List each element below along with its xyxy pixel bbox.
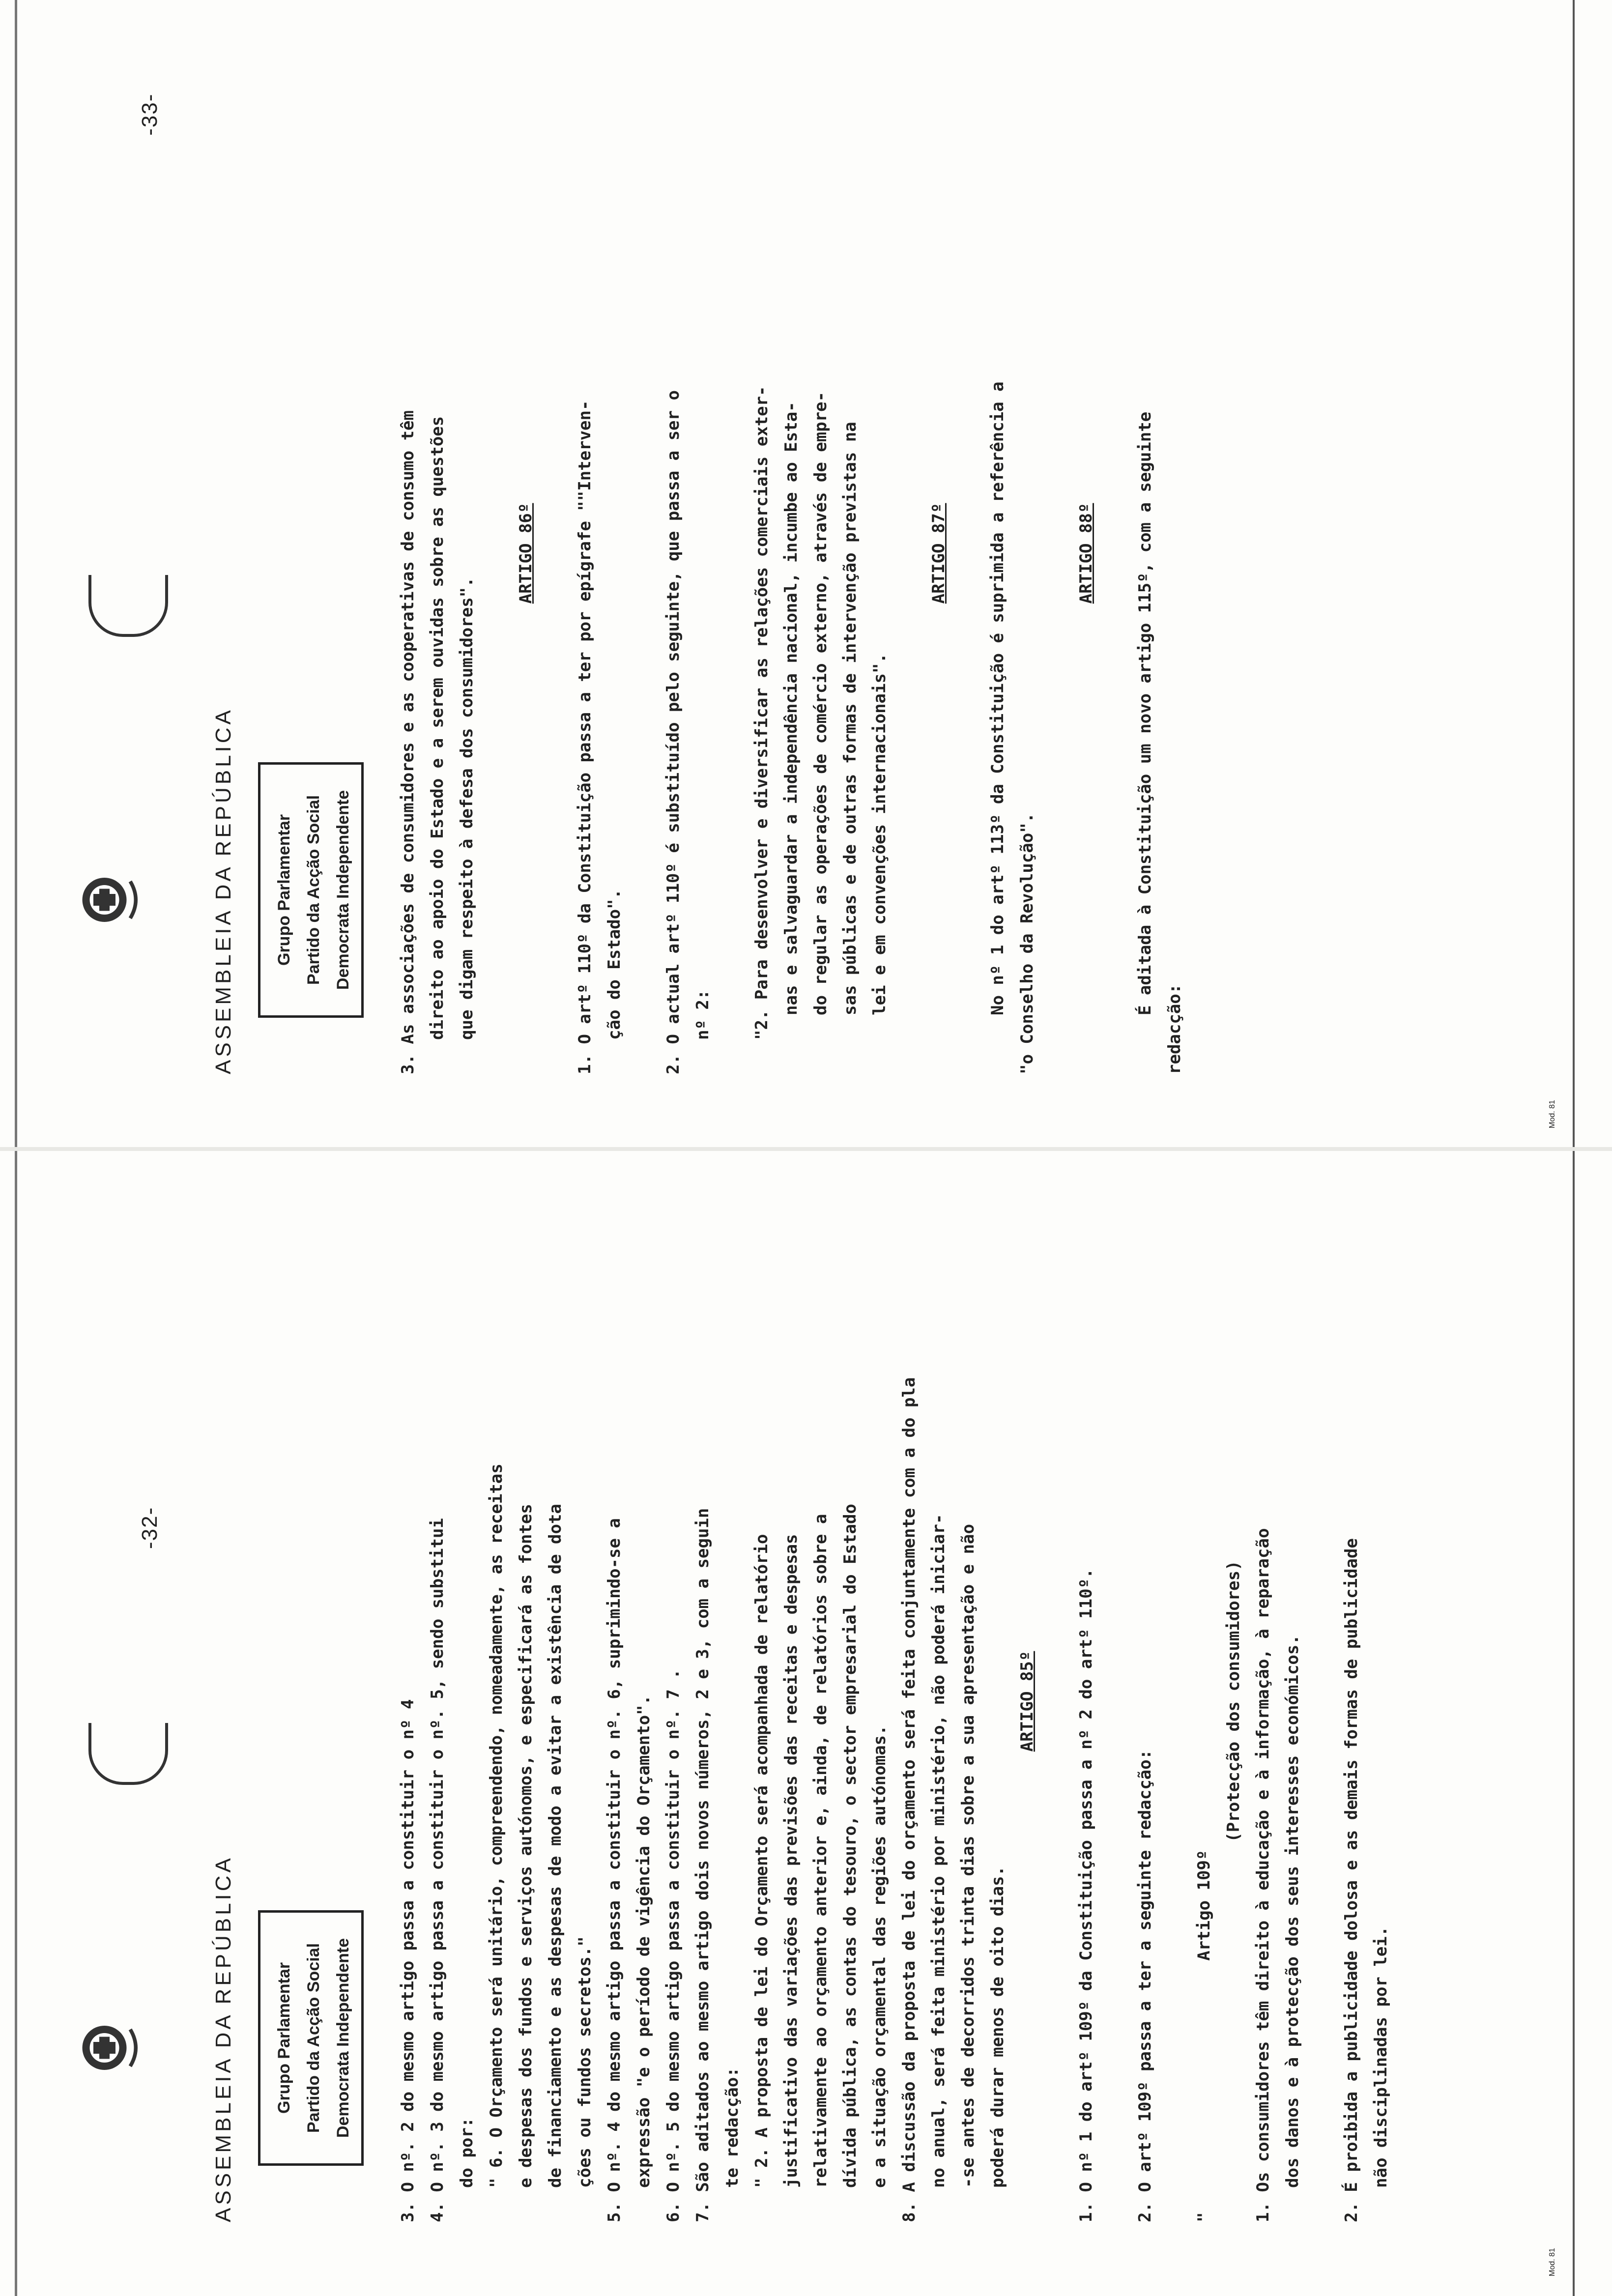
- text-line: [1101, 1180, 1130, 2222]
- text-line: 5. O nº. 4 do mesmo artigo passa a constituir o nº. 6, suprimindo-se a: [604, 1518, 624, 2222]
- text-line: que digam respeito à defesa dos consumidores".: [457, 577, 477, 1040]
- text-line: "2. Para desenvolver e diversificar as relações comerciais exter-: [752, 386, 772, 1040]
- text-line: justificativo das variações das previsões das receitas e despesas: [781, 1534, 801, 2188]
- text-line: expressão "e o período de vigência do Orçamento".: [634, 1694, 654, 2188]
- text-line: [629, 32, 659, 1074]
- group-line: Grupo Parlamentar: [275, 1962, 293, 2114]
- text-line: ções ou fundos secretos.": [575, 1936, 595, 2188]
- page-left: [0, 1148, 1612, 2296]
- text-line: ARTIGO 85º: [1017, 1651, 1037, 1752]
- text-line: [953, 32, 983, 1074]
- text-line: [482, 32, 511, 1074]
- text-line: e despesas dos fundos e serviços autónomos, e especificará as fontes: [516, 1504, 536, 2188]
- text-line: 3. O nº. 2 do mesmo artigo passa a constituir o nº 4: [398, 1699, 418, 2222]
- text-line: 1. Os consumidores têm direito à educação e à informação, à reparação: [1253, 1528, 1273, 2222]
- text-line: relativamente ao orçamento anterior e, ainda, de relatórios sobre a: [811, 1514, 831, 2188]
- group-line: Democrata Independente: [334, 790, 352, 990]
- text-line: "o Conselho da Revolução".: [1017, 812, 1037, 1074]
- text-line: nº 2:: [693, 989, 713, 1040]
- parliamentary-group-box: [258, 1910, 364, 2166]
- text-line: 2. O actual artº 110º é substituído pelo seguinte, que passa a ser o: [663, 390, 683, 1074]
- text-line: ARTIGO 88º: [1076, 503, 1096, 604]
- text-line: 6. O nº. 5 do mesmo artigo passa a constituir o nº. 7 .: [663, 1669, 683, 2222]
- text-line: e a situação orçamental das regiões autónomas.: [870, 1725, 890, 2188]
- text-line: sas públicas e de outras formas de intervenção previstas na: [840, 422, 860, 1015]
- text-line: " Artigo 109º: [1194, 1850, 1214, 2222]
- text-line: dívida pública, as contas do tesouro, o sector empresarial do Estado: [840, 1504, 860, 2188]
- text-line: ARTIGO 87º: [929, 503, 949, 604]
- text-line: 1. O artº 110º da Constituição passa a ter por epígrafe ""Interven-: [575, 400, 595, 1074]
- text-line: É aditada à Constituição um novo artigo 115º, com a seguinte: [1135, 411, 1155, 1015]
- text-line: lei e em convenções internacionais".: [870, 653, 890, 1015]
- crest-icon: [71, 2011, 145, 2085]
- text-line: ARTIGO 86º: [516, 503, 536, 604]
- text-line: [894, 32, 924, 1074]
- text-line: 2. O artº 109º passa a ter a seguinte redacção:: [1135, 1749, 1155, 2222]
- page-number: -32-: [138, 1506, 162, 1549]
- assembly-name: ASSEMBLEIA DA REPÚBLICA: [211, 707, 235, 1074]
- text-line: do regular as operações de comércio externo, através de empre-: [811, 391, 831, 1015]
- group-line: Partido da Acção Social: [304, 795, 323, 985]
- text-line: [541, 32, 570, 1074]
- crest-icon: [71, 863, 145, 937]
- text-line: do por:: [457, 2117, 477, 2188]
- text-line: no anual, será feita ministério por ministério, não poderá iniciar-: [929, 1514, 949, 2188]
- text-line: ção do Estado".: [604, 889, 624, 1040]
- text-line: [1160, 1180, 1189, 2222]
- text-line: de financiamento e as despesas de modo a evitar a existência de dota: [546, 1504, 565, 2188]
- form-mark: Mod. 81: [1548, 1100, 1556, 1128]
- text-line: não disciplinadas por lei.: [1371, 1926, 1391, 2188]
- text-line: [1101, 32, 1130, 1074]
- text-line: [1307, 1180, 1337, 2222]
- text-line: direito ao apoio do Estado e a serem ouvidas sobre as questões: [428, 416, 447, 1040]
- assembly-name: ASSEMBLEIA DA REPÚBLICA: [211, 1855, 235, 2222]
- text-line: [718, 32, 747, 1074]
- text-line: te redacção:: [722, 2067, 742, 2188]
- text-line: redacção:: [1165, 983, 1184, 1074]
- group-line: Partido da Acção Social: [304, 1943, 323, 2133]
- text-line: " 6. O Orçamento será unitário, compreendendo, nomeadamente, as receitas: [487, 1464, 506, 2188]
- text-line: nas e salvaguardar a independência nacional, incumbe ao Esta-: [781, 402, 801, 1015]
- text-line: 8. A discussão da proposta de lei do orçamento será feita conjuntamente com a do pla: [899, 1377, 919, 2222]
- page-body: [393, 1180, 1396, 2222]
- page-body: [393, 32, 1189, 1074]
- text-line: 3. As associações de consumidores e as cooperativas de consumo têm: [398, 410, 418, 1074]
- group-line: Grupo Parlamentar: [275, 814, 293, 966]
- form-mark: Mod. 81: [1548, 2248, 1556, 2276]
- text-line: [1042, 1180, 1071, 2222]
- text-line: poderá durar menos de oito dias.: [988, 1866, 1008, 2188]
- letterhead: [64, 485, 352, 1074]
- text-line: [1042, 32, 1071, 1074]
- page-number: -33-: [138, 93, 162, 136]
- text-line: 2. É proibida a publicidade dolosa e as demais formas de publicidade: [1342, 1538, 1361, 2222]
- text-line: 4. O nº. 3 do mesmo artigo passa a constituir o nº. 5, sendo substitui: [428, 1518, 447, 2222]
- text-line: -se antes de decorridos trinta dias sobre a sua apresentação e não: [958, 1523, 978, 2188]
- text-line: 1. O nº 1 do artº 109º da Constituição passa a nº 2 do artº 110º.: [1076, 1568, 1096, 2222]
- text-line: 7. São aditados ao mesmo artigo dois novos números, 2 e 3, com a seguin: [693, 1508, 713, 2222]
- text-line: " 2. A proposta de lei do Orçamento será acompanhada de relatório: [752, 1534, 772, 2188]
- text-line: (Protecção dos consumidores): [1224, 1560, 1243, 1842]
- text-line: No nº 1 do artº 113º da Constituição é suprimida a referência a: [988, 381, 1008, 1015]
- parliamentary-group-box: [258, 762, 364, 1018]
- letterhead: [64, 1633, 352, 2222]
- text-line: dos danos e à protecção dos seus interesses económicos.: [1283, 1635, 1302, 2188]
- group-line: Democrata Independente: [334, 1938, 352, 2138]
